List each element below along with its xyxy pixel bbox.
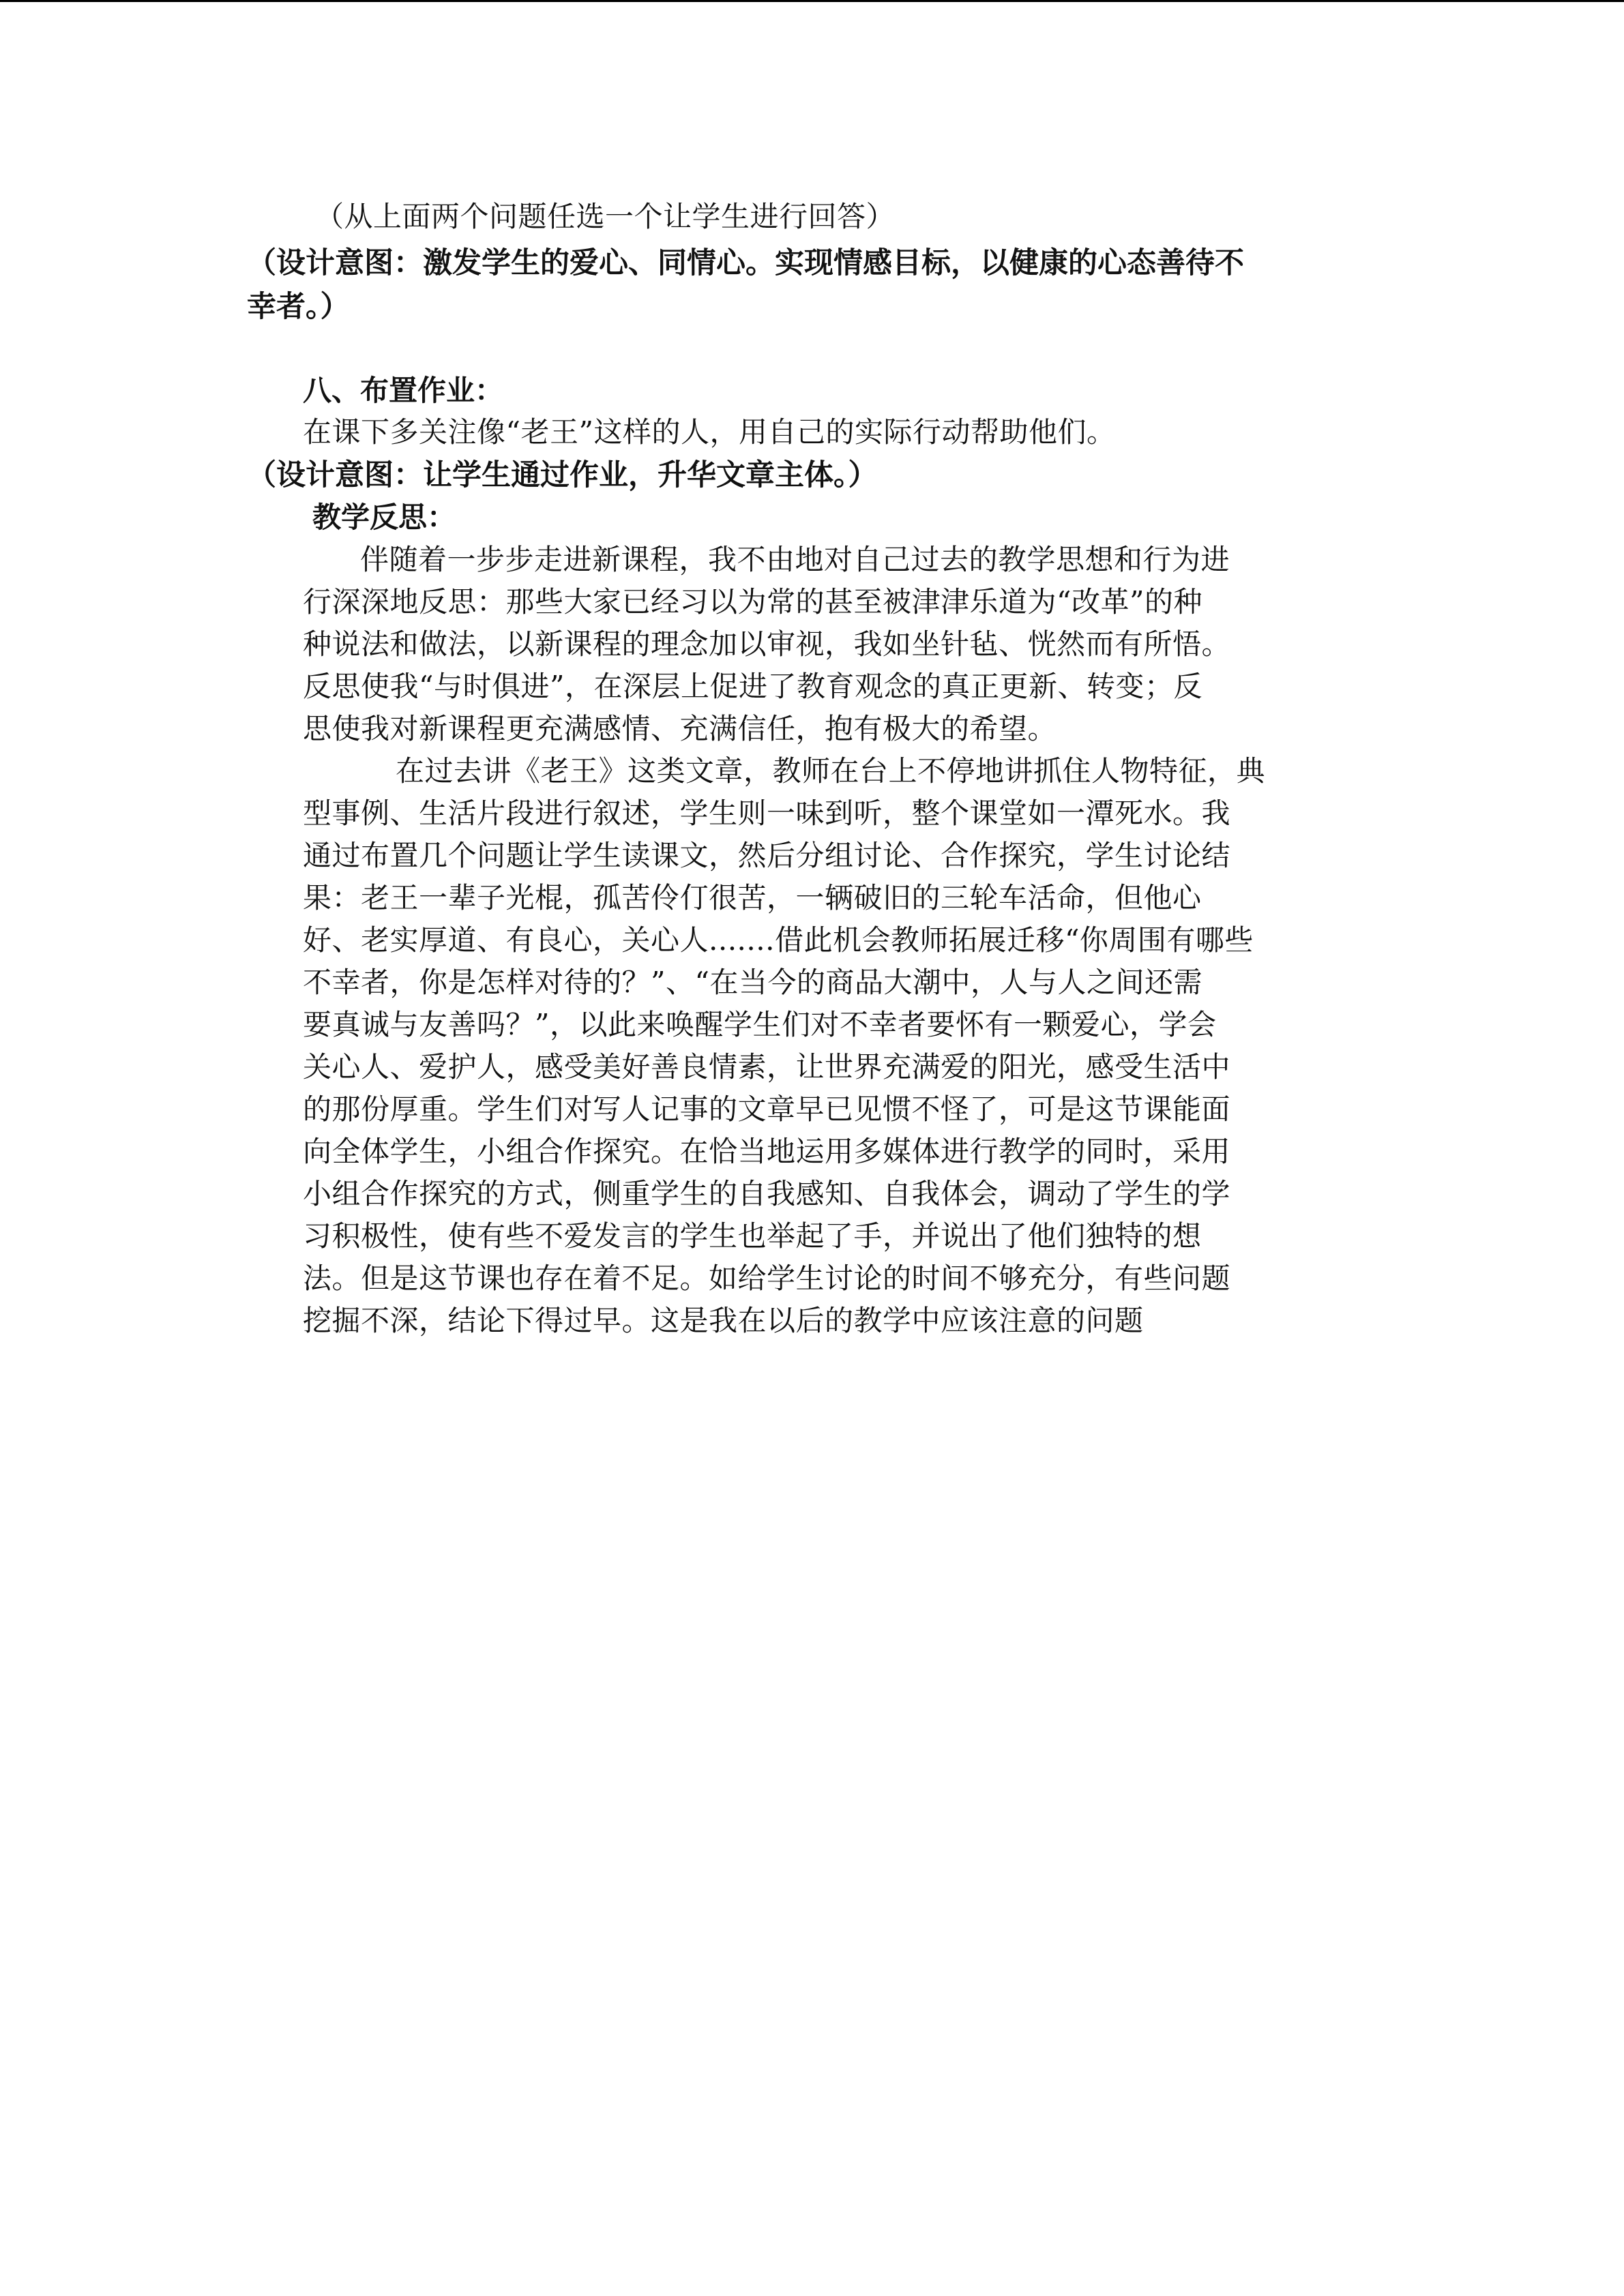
reflection-para1-line: 思使我对新课程更充满感情、充满信任，抱有极大的希望。: [303, 712, 1057, 745]
reflection-heading: 教学反思：: [312, 501, 456, 534]
reflection-para2-line: 型事例、生活片段进行叙述，学生则一味到听，整个课堂如一潭死水。我: [303, 796, 1231, 830]
reflection-para2-line: 小组合作探究的方式，侧重学生的自我感知、自我体会，调动了学生的学: [303, 1177, 1231, 1210]
reflection-para2-line: 在过去讲《老王》这类文章，教师在台上不停地讲抓住人物特征，典: [396, 754, 1266, 788]
reflection-para1-line: 行深深地反思：那些大家已经习以为常的甚至被津津乐道为“改革”的种: [303, 585, 1202, 618]
reflection-para2-line: 法。但是这节课也存在着不足。如给学生讨论的时间不够充分，有些问题: [303, 1262, 1231, 1295]
reflection-para2-line: 习积极性，使有些不爱发言的学生也举起了手，并说出了他们独特的想: [303, 1219, 1202, 1253]
reflection-para2-line: 果：老王一辈子光棍，孤苦伶仃很苦，一辆破旧的三轮车活命，但他心: [303, 881, 1202, 914]
design-intent-2: （设计意图：让学生通过作业，升华文章主体。）: [247, 458, 878, 492]
reflection-para2-line: 关心人、爱护人，感受美好善良情素，让世界充满爱的阳光，感受生活中: [303, 1050, 1231, 1084]
section-8-heading: 八、布置作业：: [303, 374, 504, 407]
reflection-para1-line: 反思使我“与时俱进”，在深层上促进了教育观念的真正更新、转变；反: [303, 670, 1202, 703]
reflection-para2-line: 挖掘不深，结论下得过早。这是我在以后的教学中应该注意的问题: [303, 1304, 1144, 1337]
reflection-para2-line: 好、老实厚道、有良心，关心人.......借此机会教师拓展迁移“你周围有哪些: [303, 923, 1254, 957]
reflection-para2-line: 的那份厚重。学生们对写人记事的文章早已见惯不怪了，可是这节课能面: [303, 1092, 1231, 1126]
homework-text: 在课下多关注像“老王”这样的人，用自己的实际行动帮助他们。: [303, 415, 1116, 449]
intro-choice-text: （从上面两个问题任选一个让学生进行回答）: [315, 200, 896, 233]
reflection-para2-line: 通过布置几个问题让学生读课文，然后分组讨论、合作探究，学生讨论结: [303, 839, 1231, 872]
design-intent-1-line2: 幸者。）: [247, 290, 350, 324]
reflection-para2-line: 要真诚与友善吗？”，以此来唤醒学生们对不幸者要怀有一颗爱心，学会: [303, 1008, 1217, 1041]
design-intent-1-line1: （设计意图：激发学生的爱心、同情心。实现情感目标，以健康的心态善待不: [247, 246, 1244, 280]
reflection-para2-line: 向全体学生，小组合作探究。在恰当地运用多媒体进行教学的同时，采用: [303, 1135, 1231, 1168]
reflection-para2-line: 不幸者，你是怎样对待的？”、“在当今的商品大潮中，人与人之间还需: [303, 966, 1202, 999]
reflection-para1-line: 种说法和做法，以新课程的理念加以审视，我如坐针毡、恍然而有所悟。: [303, 627, 1231, 661]
reflection-para1-line: 伴随着一步步走进新课程，我不由地对自己过去的教学思想和行为进: [360, 543, 1230, 576]
